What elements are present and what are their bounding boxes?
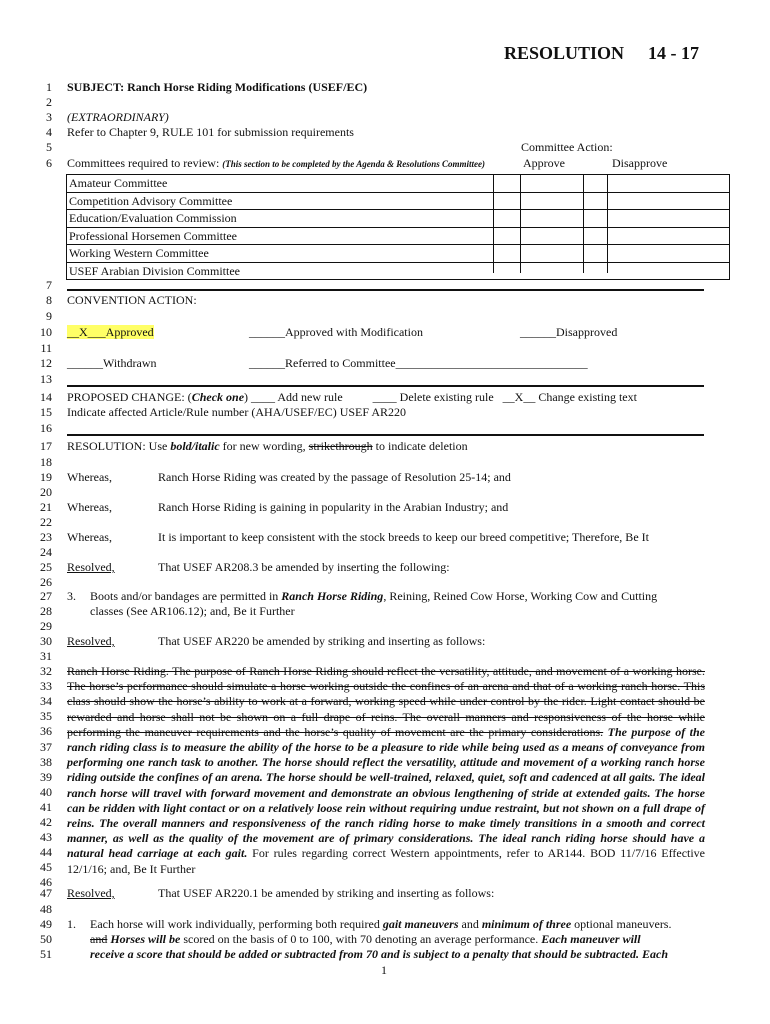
line-number: 15: [40, 405, 52, 419]
line-number: 24: [40, 545, 52, 559]
line-number: 9: [46, 309, 52, 323]
line-number: 45: [40, 860, 52, 874]
line-number: 5: [46, 140, 52, 154]
committees-required: Committees required to review: (This section to be completed by the Agenda & Resolutions Committee): [67, 156, 485, 170]
line-number: 12: [40, 356, 52, 370]
line-number: 28: [40, 604, 52, 618]
line-number: 42: [40, 815, 52, 829]
disapproved-option: ______Disapproved: [520, 325, 618, 339]
item1-line2: and Horses will be scored on the basis of 0 to 100, with 70 denoting an average performance. Each maneuver will: [90, 932, 641, 946]
affected-rule: Indicate affected Article/Rule number (AHA/USEF/EC) USEF AR220: [67, 405, 407, 419]
line-number: 30: [40, 634, 52, 648]
proposed-change: PROPOSED CHANGE: (Check one) ____ Add new rule ____ Delete existing rule __X__ Change existing text: [67, 390, 637, 404]
approve-label: Approve: [523, 156, 565, 170]
page-number: 1: [381, 963, 387, 977]
deleted-text: Ranch Horse Riding. The purpose of Ranch Horse Riding should reflect the versatility, attitude, and movement of a working horse. The horse’s performance should simulate a horse working outside the confines of an arena and that of a working ranch horse. This class should show the horse’s ability to work at a forward, working speed while under control by the rider. Light contact should be rewarded and horse shall not be shown on a full drape of reins. The overall manners and responsiveness of the horse while performing the maneuver requirements and the horse’s quality of movement are the primary considerations.: [67, 664, 705, 739]
line-number: 41: [40, 800, 52, 814]
whereas-label: Whereas,: [67, 470, 112, 484]
resolved-text: That USEF AR208.3 be amended by inserting the following:: [158, 560, 450, 574]
item-number: 3.: [67, 589, 76, 603]
retained-text: For rules regarding correct Western appointments, refer to AR144. BOD 11/7/16 Effective 12/1/16; and, Be It Further: [67, 846, 706, 876]
item3-text-line2: classes (See AR106.12); and, Be it Further: [90, 604, 295, 618]
committee-row: Education/Evaluation Commission: [67, 210, 729, 228]
line-number: 48: [40, 902, 52, 916]
disapprove-label: Disapprove: [612, 156, 668, 170]
line-number: 35: [40, 709, 52, 723]
line-number: 8: [46, 293, 52, 307]
line-number: 2: [46, 95, 52, 109]
committees-table: [66, 174, 730, 280]
line-number: 38: [40, 755, 52, 769]
approved-mod-option: ______Approved with Modification: [249, 325, 423, 339]
line-number: 32: [40, 664, 52, 678]
line-number: 1: [46, 80, 52, 94]
line-number: 13: [40, 372, 52, 386]
committee-row: Amateur Committee: [67, 175, 729, 193]
whereas-label: Whereas,: [67, 500, 112, 514]
withdrawn-option: ______Withdrawn: [67, 356, 157, 370]
extraordinary: (EXTRAORDINARY): [67, 110, 169, 124]
line-number: 36: [40, 724, 52, 738]
resolution-label: RESOLUTION: [504, 43, 625, 63]
resolved-label: Resolved,: [67, 560, 115, 574]
line-number: 20: [40, 485, 52, 499]
resolved-label: Resolved,: [67, 886, 115, 900]
line-number: 25: [40, 560, 52, 574]
whereas-text: Ranch Horse Riding is gaining in popularity in the Arabian Industry; and: [158, 500, 509, 514]
new-text: The purpose of the ranch riding class is to measure the ability of the horse to be a pleasure to ride while being used as a means of conveyance from performing one ranch task to another. The horse should reflect the versatility, attitude and movement of a working ranch horse riding outside the confines of an arena. The horse should be well-trained, relaxed, quiet, soft and cadenced at all gaits. The ideal ranch horse will travel with forward movement and demonstrate an obvious lengthening of stride at extended gaits. The horse can be ridden with light contact or on a relatively loose rein without requiring undue restraint, but not shown on a full drape of reins. The overall manners and responsiveness of the ranch riding horse to make timely transitions in a smooth and correct manner, as well as the quality of the movement are of primary considerations. The ideal ranch riding horse should have a natural head carriage at each gait.: [67, 724, 706, 861]
line-number: 44: [40, 845, 52, 859]
item3-text: Boots and/or bandages are permitted in Ranch Horse Riding, Reining, Reined Cow Horse, Working Cow and Cutting: [90, 589, 658, 603]
subject: SUBJECT: Ranch Horse Riding Modifications (USEF/EC): [67, 80, 368, 94]
whereas-label: Whereas,: [67, 530, 112, 544]
line-number: 51: [40, 947, 52, 961]
resolved-text: That USEF AR220 be amended by striking and inserting as follows:: [158, 634, 486, 648]
line-number: 11: [40, 341, 52, 355]
resolution-number: 14 - 17: [648, 43, 699, 63]
line-number: 23: [40, 530, 52, 544]
line-number: 3: [46, 110, 52, 124]
divider: [67, 434, 704, 436]
line-number: 43: [40, 830, 52, 844]
table-divider: [493, 174, 494, 273]
line-number: 21: [40, 500, 52, 514]
line-number: 29: [40, 619, 52, 633]
line-number: 17: [40, 439, 52, 453]
committee-row: Competition Advisory Committee: [67, 193, 729, 211]
line-number: 27: [40, 589, 52, 603]
line-number: 6: [46, 156, 52, 170]
resolution-instructions: RESOLUTION: Use bold/italic for new wording, strikethrough to indicate deletion: [67, 439, 468, 453]
referred-option: ______Referred to Committee________________________________: [249, 356, 588, 370]
item1-line3: receive a score that should be added or subtracted from 70 and is subject to a penalty that should be subtracted. Each: [90, 947, 669, 961]
line-number: 37: [40, 740, 52, 754]
line-number: 14: [40, 390, 52, 404]
line-number: 39: [40, 770, 52, 784]
line-number: 49: [40, 917, 52, 931]
line-number: 34: [40, 694, 52, 708]
approved-option: __X___Approved: [67, 325, 154, 339]
line-number: 31: [40, 649, 52, 663]
committee-action-label: Committee Action:: [521, 140, 613, 154]
resolved-label: Resolved,: [67, 634, 115, 648]
line-number: 22: [40, 515, 52, 529]
line-number: 50: [40, 932, 52, 946]
line-number: 26: [40, 575, 52, 589]
whereas-text: Ranch Horse Riding was created by the passage of Resolution 25-14; and: [158, 470, 511, 484]
line-number: 10: [40, 325, 52, 339]
committee-row: Working Western Committee: [67, 245, 729, 263]
convention-title: CONVENTION ACTION:: [67, 293, 197, 307]
line-number: 4: [46, 125, 52, 139]
line-number: 19: [40, 470, 52, 484]
refer-text: Refer to Chapter 9, RULE 101 for submission requirements: [67, 125, 354, 139]
table-divider: [520, 174, 521, 273]
divider: [67, 385, 704, 387]
line-number: 7: [46, 278, 52, 292]
table-divider: [583, 174, 584, 273]
line-number: 40: [40, 785, 52, 799]
line-number: 33: [40, 679, 52, 693]
divider: [67, 289, 704, 291]
resolved-text: That USEF AR220.1 be amended by striking and inserting as follows:: [158, 886, 495, 900]
whereas-text: It is important to keep consistent with the stock breeds to keep our breed competitive; Therefore, Be It: [158, 530, 649, 544]
ar220-paragraph: [67, 664, 705, 877]
line-number: 47: [40, 886, 52, 900]
committee-row: USEF Arabian Division Committee: [69, 263, 240, 278]
line-number: 46: [40, 875, 52, 889]
line-number: 18: [40, 455, 52, 469]
committee-row: Professional Horsemen Committee: [67, 228, 729, 246]
table-divider: [607, 174, 608, 273]
item-number: 1.: [67, 917, 76, 931]
line-number: 16: [40, 421, 52, 435]
item1-line1: Each horse will work individually, performing both required gait maneuvers and minimum of three optional maneuvers.: [90, 917, 672, 931]
committees-note: (This section to be completed by the Agenda & Resolutions Committee): [222, 159, 485, 169]
